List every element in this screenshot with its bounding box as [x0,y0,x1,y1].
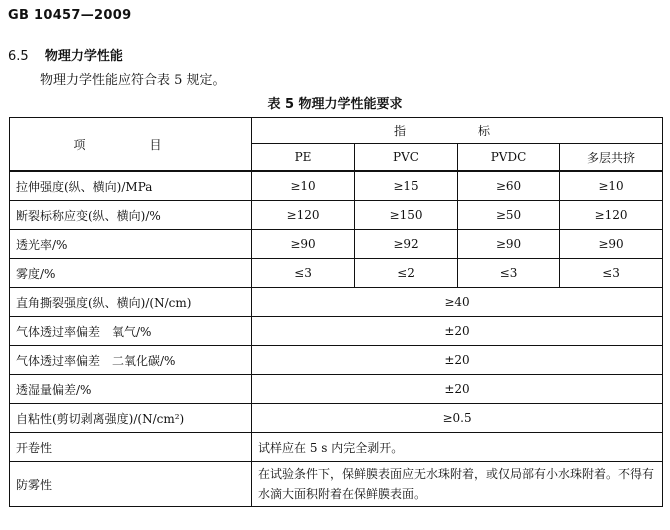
cell-value: ≤2 [355,259,458,288]
requirements-table [9,117,663,507]
section-paragraph: 物理力学性能应符合表 5 规定。 [40,73,226,88]
row-label: 防雾性 [10,462,252,507]
cell-value: ≥60 [458,171,560,201]
cell-value: ≥150 [355,201,458,230]
table-row [10,346,663,375]
cell-value: 在试验条件下，保鲜膜表面应无水珠附着，或仅局部有小水珠附着。不得有水滴大面积附着在保鲜膜表面。 [252,462,663,507]
cell-value: ≥120 [252,201,355,230]
table-row [10,171,663,201]
header-row [10,118,663,144]
row-label: 气体透过率偏差 氧气/% [10,317,252,346]
cell-value: ≥50 [458,201,560,230]
row-label: 拉伸强度(纵、横向)/MPa [10,171,252,201]
cell-value: 试样应在 5 s 内完全剥开。 [252,433,663,462]
cell-value: ≥90 [458,230,560,259]
cell-value: ≤3 [560,259,663,288]
cell-value: ≥15 [355,171,458,201]
cell-value: ≥120 [560,201,663,230]
cell-value: ≥10 [252,171,355,201]
row-label: 透光率/% [10,230,252,259]
section-number: 6.5 [8,49,29,64]
table-row [10,462,663,507]
index-column-header: 指 标 [252,118,663,144]
material-header-pvdc: PVDC [458,144,560,172]
row-label: 气体透过率偏差 二氧化碳/% [10,346,252,375]
cell-value: ≤3 [252,259,355,288]
table-caption: 表 5 物理力学性能要求 [267,97,403,112]
material-header-coextruded: 多层共挤 [560,144,663,172]
material-header-pvc: PVC [355,144,458,172]
table-row [10,375,663,404]
row-label: 开卷性 [10,433,252,462]
table-row [10,230,663,259]
cell-value: ≥0.5 [252,404,663,433]
table-row [10,259,663,288]
section-title: 物理力学性能 [44,49,123,64]
table-row [10,404,663,433]
cell-value: ≥10 [560,171,663,201]
cell-value: ≥90 [560,230,663,259]
standard-number: GB 10457—2009 [8,8,132,23]
cell-value: ≥40 [252,288,663,317]
cell-value: ±20 [252,375,663,404]
table-row [10,288,663,317]
section-heading [8,45,123,64]
row-label: 直角撕裂强度(纵、横向)/(N/cm) [10,288,252,317]
row-label: 雾度/% [10,259,252,288]
cell-value: ≤3 [458,259,560,288]
cell-value: ±20 [252,317,663,346]
table-row [10,317,663,346]
table-row [10,433,663,462]
row-label: 断裂标称应变(纵、横向)/% [10,201,252,230]
table-row [10,201,663,230]
row-label: 透湿量偏差/% [10,375,252,404]
material-header-pe: PE [252,144,355,172]
cell-value: ±20 [252,346,663,375]
cell-value: ≥92 [355,230,458,259]
cell-value: ≥90 [252,230,355,259]
row-label: 自粘性(剪切剥离强度)/(N/cm²) [10,404,252,433]
item-column-header: 项 目 [10,118,252,172]
